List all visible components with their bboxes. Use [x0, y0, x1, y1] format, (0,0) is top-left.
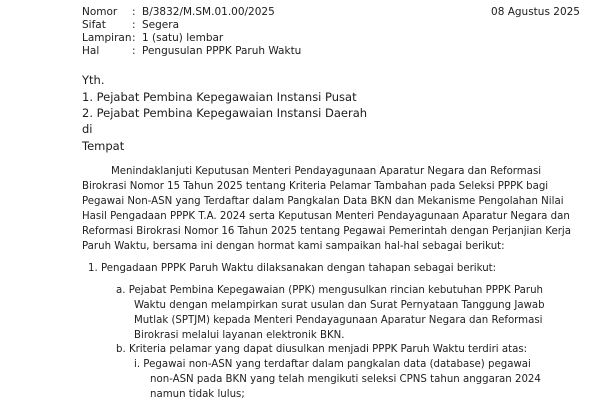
hal-value: Pengusulan PPPK Paruh Waktu [142, 45, 302, 57]
addressee-line-1: 1. Pejabat Pembina Kepegawaian Instansi Pusat [82, 90, 357, 104]
di-label: di [82, 122, 93, 136]
colon: : [132, 6, 136, 18]
sifat-value: Segera [142, 19, 180, 31]
letter-date: 08 Agustus 2025 [491, 6, 580, 18]
addressee-line-2: 2. Pejabat Pembina Kepegawaian Instansi Daerah [82, 106, 368, 120]
tempat-label: Tempat [82, 139, 125, 153]
intro-line: Menindaklanjuti Keputusan Menteri Pendayagunaan Aparatur Negara dan Reformasi [111, 166, 542, 177]
yth-label: Yth. [82, 73, 105, 87]
intro-line: Reformasi Birokrasi Nomor 16 Tahun 2025 tentang Pegawai Pemerintah dengan Perjanjian Kerja [82, 226, 571, 237]
colon: : [132, 45, 136, 57]
lampiran-value: 1 (satu) lembar [142, 32, 224, 44]
lampiran-label: Lampiran [82, 32, 132, 44]
point-a-line: Waktu dengan melampirkan surat usulan dan Surat Pernyataan Tanggung Jawab [134, 300, 545, 311]
point-i-line: i. Pegawai non-ASN yang terdaftar dalam pangkalan data (database) pegawai [134, 359, 531, 370]
intro-line: Paruh Waktu, bersama ini dengan hormat kami sampaikan hal-hal sebagai berikut: [82, 241, 505, 252]
intro-line: Pegawai Non-ASN yang Terdaftar dalam Pangkalan Data BKN dan Mekanisme Pengolahan Nilai [82, 196, 564, 207]
colon: : [132, 32, 136, 44]
nomor-label: Nomor [82, 6, 118, 18]
point-i-line: namun tidak lulus; [150, 389, 245, 400]
point-1: 1. Pengadaan PPPK Paruh Waktu dilaksanakan dengan tahapan sebagai berikut: [88, 263, 497, 274]
intro-line: Birokrasi Nomor 15 Tahun 2025 tentang Kriteria Pelamar Tambahan pada Seleksi PPPK bagi [82, 181, 549, 192]
point-a-line: Mutlak (SPTJM) kepada Menteri Pendayagunaan Aparatur Negara dan Reformasi [134, 315, 543, 326]
nomor-value: B/3832/M.SM.01.00/2025 [142, 6, 275, 18]
sifat-label: Sifat [82, 19, 106, 31]
point-i-line: non-ASN pada BKN yang telah mengikuti seleksi CPNS tahun anggaran 2024 [150, 374, 541, 385]
intro-line: Hasil Pengadaan PPPK T.A. 2024 serta Keputusan Menteri Pendayagunaan Aparatur Negara dan [82, 211, 570, 222]
point-a-line: Birokrasi melalui layanan elektronik BKN. [134, 330, 345, 341]
point-a-line: a. Pejabat Pembina Kepegawaian (PPK) mengusulkan rincian kebutuhan PPPK Paruh [116, 285, 543, 296]
point-b: b. Kriteria pelamar yang dapat diusulkan menjadi PPPK Paruh Waktu terdiri atas: [116, 344, 528, 355]
colon: : [132, 19, 136, 31]
hal-label: Hal [82, 45, 100, 57]
